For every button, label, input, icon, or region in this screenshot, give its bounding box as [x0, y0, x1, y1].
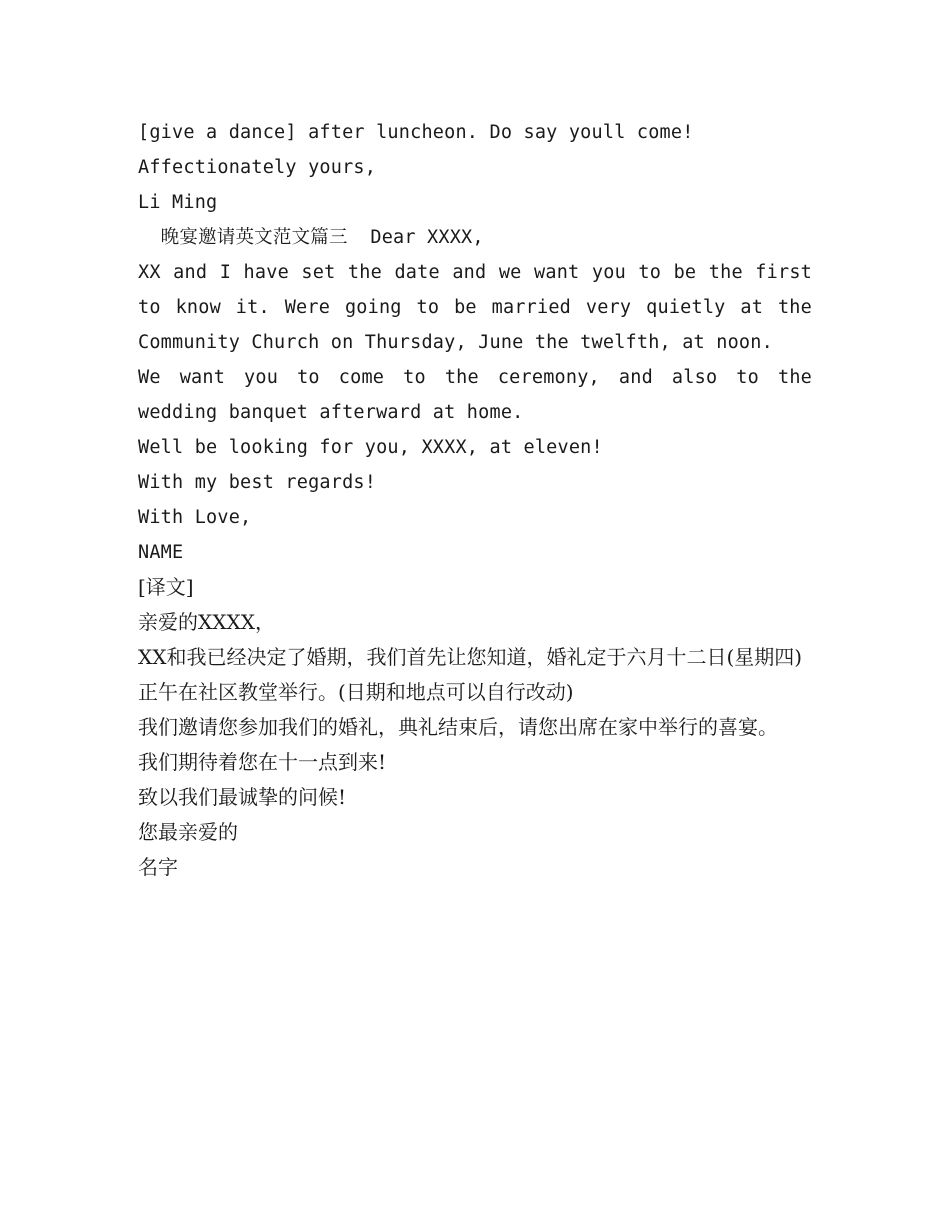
- text-line: 您最亲爱的: [138, 820, 238, 844]
- text-line: With my best regards!: [138, 472, 377, 493]
- text-paragraph: We want you to come to the ceremony, and also to the wedding banquet afterward at home.: [138, 367, 812, 423]
- text-line: [give a dance] after luncheon. Do say youll come!: [138, 122, 694, 143]
- text-line: 致以我们最诚挚的问候!: [138, 785, 347, 809]
- letter-body: [138, 115, 838, 885]
- text-line: 亲爱的XXXX，: [138, 610, 275, 634]
- section-heading-line: 晚宴邀请英文范文篇三 Dear XXXX,: [138, 227, 484, 248]
- translation-heading: [译文]: [138, 575, 194, 599]
- text-line: Affectionately yours,: [138, 157, 377, 178]
- text-line: 我们期待着您在十一点到来!: [138, 750, 387, 774]
- text-line: Li Ming: [138, 192, 218, 213]
- text-line: 我们邀请您参加我们的婚礼，典礼结束后，请您出席在家中举行的喜宴。: [138, 715, 778, 739]
- text-paragraph: XX和我已经决定了婚期，我们首先让您知道，婚礼定于六月十二日(星期四)正午在社区教堂举行。(日期和地点可以自行改动): [138, 645, 803, 704]
- text-line: 名字: [138, 855, 178, 879]
- text-line: With Love,: [138, 507, 252, 528]
- text-line: NAME: [138, 542, 184, 563]
- text-paragraph: XX and I have set the date and we want you to be the first to know it. Were going to be married very quietly at the Community Church on Thursday, June the twelfth, at noon.: [138, 262, 812, 353]
- text-line: Well be looking for you, XXXX, at eleven!: [138, 437, 603, 458]
